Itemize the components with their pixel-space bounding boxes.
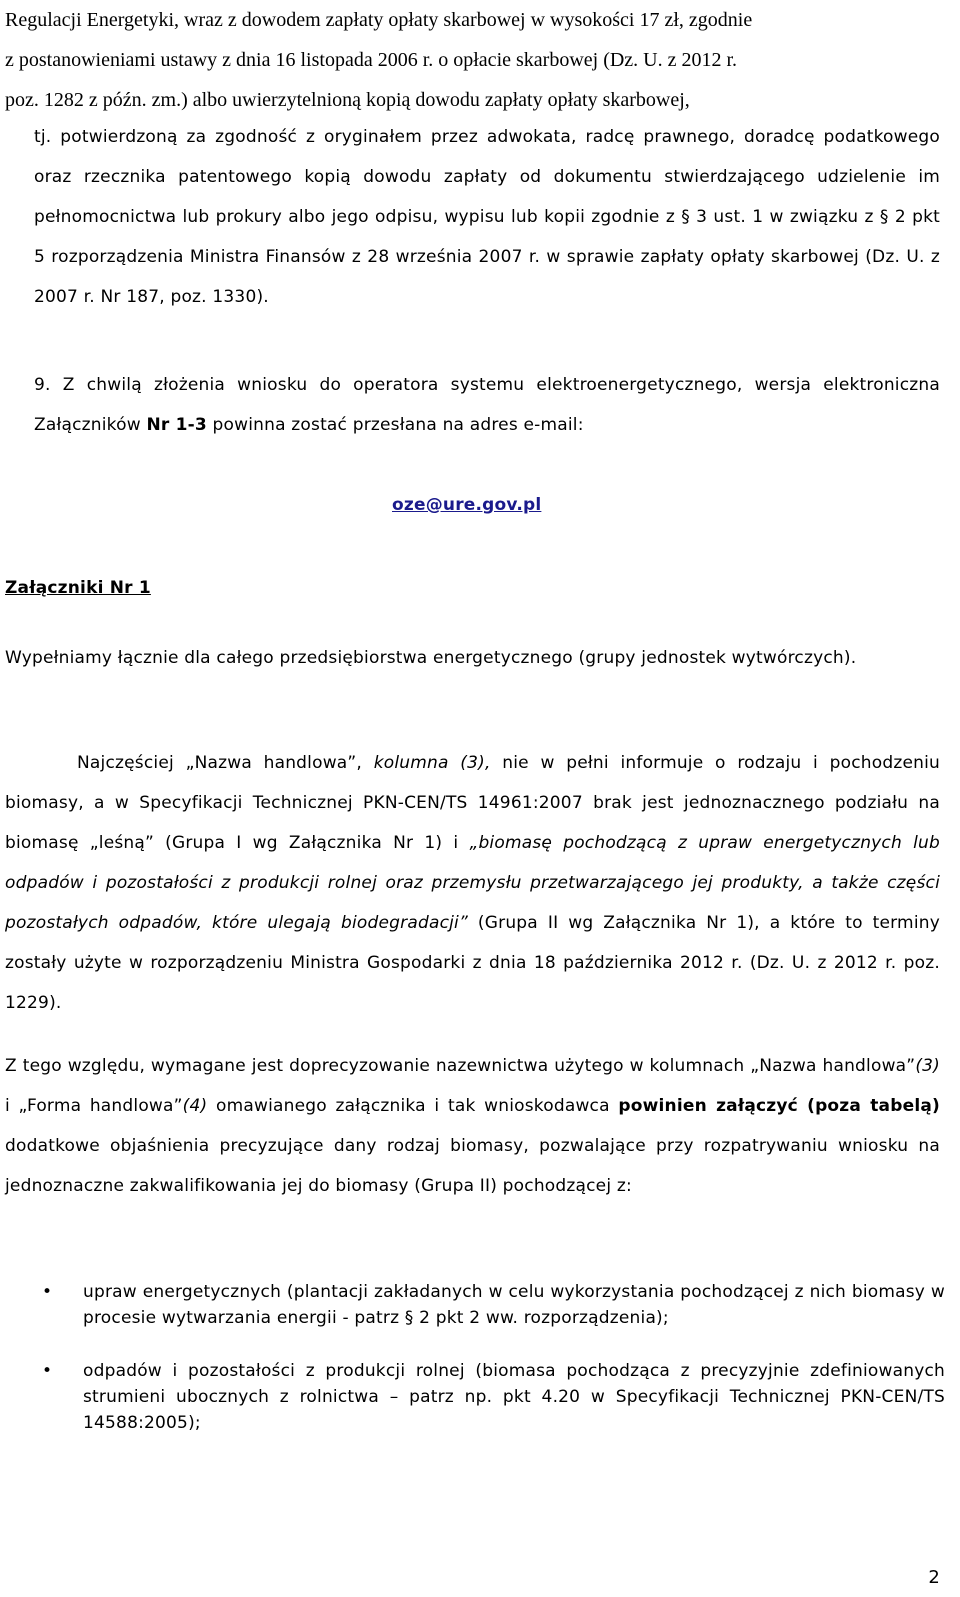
naming-text-c: (Grupa II wg Załącznika Nr 1), a które to terminy zostały użyte w rozporządzeniu Ministra Gospodarki z dnia 18 października 2012 r. (Dz. U. z 2012 r. poz. 1229). — [5, 913, 940, 1013]
fee-line-1: Regulacji Energetyki, wraz z dowodem zapłaty opłaty skarbowej w wysokości 17 zł, zgodnie — [5, 9, 753, 31]
list-item — [5, 1358, 945, 1444]
page-number: 2 — [928, 1567, 940, 1588]
email-link[interactable]: oze@ure.gov.pl — [392, 495, 542, 515]
list-item-text: upraw energetycznych (plantacji zakładanych w celu wykorzystania pochodzącej z nich biomasy w procesie wytwarzania energii - patrz § 2 pkt 2 ww. rozporządzenia); — [83, 1282, 945, 1328]
clarification-text-a: Z tego względu, wymagane jest doprecyzowanie nazewnictwa użytego w kolumnach „Nazwa handlowa” — [5, 1056, 916, 1076]
naming-text-b: nie w pełni informuje o rodzaju i pochodzeniu biomasy, a w Specyfikacji Technicznej PKN-CEN/TS 14961:2007 brak jest jednoznacznego podziału na biomasę „leśną” (Grupa I wg Załącznika Nr 1) i — [5, 753, 940, 853]
item-9-paragraph — [34, 365, 940, 445]
clarification-text-c: omawianego załącznika i tak wnioskodawca — [215, 1096, 610, 1116]
fee-line-3: poz. 1282 z późn. zm.) albo uwierzytelnioną kopią dowodu zapłaty opłaty skarbowej, — [5, 89, 690, 111]
clarification-italic-3: (3) — [915, 1056, 940, 1076]
fee-paragraph-serif — [5, 0, 940, 120]
list-item — [5, 1279, 945, 1339]
naming-italic-column: kolumna (3), — [373, 753, 491, 773]
fee-paragraph-rest: tj. potwierdzoną za zgodność z oryginałem przez adwokata, radcę prawnego, doradcę podatkowego oraz rzecznika patentowego kopią dowodu zapłaty od dokumentu stwierdzającego udzielenie im pełnomocnictwa lub prokury albo jego odpisu, wypisu lub kopii zgodnie z § 3 ust. 1 w związku z § 2 pkt 5 rozporządzenia Ministra Finansów z 28 września 2007 r. w sprawie zapłaty opłaty skarbowej (Dz. U. z 2007 r. Nr 187, poz. 1330). — [34, 127, 940, 307]
fee-line-2: z postanowieniami ustawy z dnia 16 listopada 2006 r. o opłacie skarbowej (Dz. U. z 2012 r. — [5, 49, 738, 71]
clarification-text-d: dodatkowe objaśnienia precyzujące dany rodzaj biomasy, pozwalające przy rozpatrywaniu wniosku na jednoznaczne zakwalifikowania jej do biomasy (Grupa II) pochodzącej z: — [5, 1136, 940, 1196]
list-item-text: odpadów i pozostałości z produkcji rolnej (biomasa pochodząca z precyzyjnie zdefiniowanych strumieni ubocznych z rolnictwa – patrz np. pkt 4.20 w Specyfikacji Technicznej PKN-CEN/TS 14588:2005); — [83, 1361, 945, 1433]
clarification-italic-4: (4) — [182, 1096, 208, 1116]
bullet-icon: • — [42, 1361, 53, 1381]
section-heading: Załączniki Nr 1 — [5, 578, 151, 598]
naming-paragraph — [5, 743, 940, 1023]
naming-text-a: Najczęściej „Nazwa handlowa”, — [77, 753, 363, 773]
item-9-text-a: Z chwilą złożenia wniosku do operatora systemu elektroenergetycznego, wersja elektroniczna Załączników — [34, 375, 940, 435]
fill-instruction-paragraph: Wypełniamy łącznie dla całego przedsiębiorstwa energetycznego (grupy jednostek wytwórczych). — [5, 648, 857, 668]
naming-italic-definition: „biomasę pochodzącą z upraw energetycznych lub odpadów i pozostałości z produkcji rolnej oraz przemysłu przetwarzającego jej produkty, a także części pozostałych odpadów, które ulegają biodegradacji” — [5, 833, 940, 933]
item-9-bold: Nr 1-3 — [146, 415, 207, 435]
item-9-text-b: powinna zostać przesłana na adres e-mail: — [212, 415, 584, 435]
clarification-text-b: i „Forma handlowa” — [5, 1096, 183, 1116]
clarification-paragraph — [5, 1046, 940, 1206]
clarification-bold: powinien załączyć (poza tabelą) — [618, 1096, 940, 1116]
bullet-icon: • — [42, 1282, 53, 1302]
item-9-number: 9. — [34, 375, 51, 395]
